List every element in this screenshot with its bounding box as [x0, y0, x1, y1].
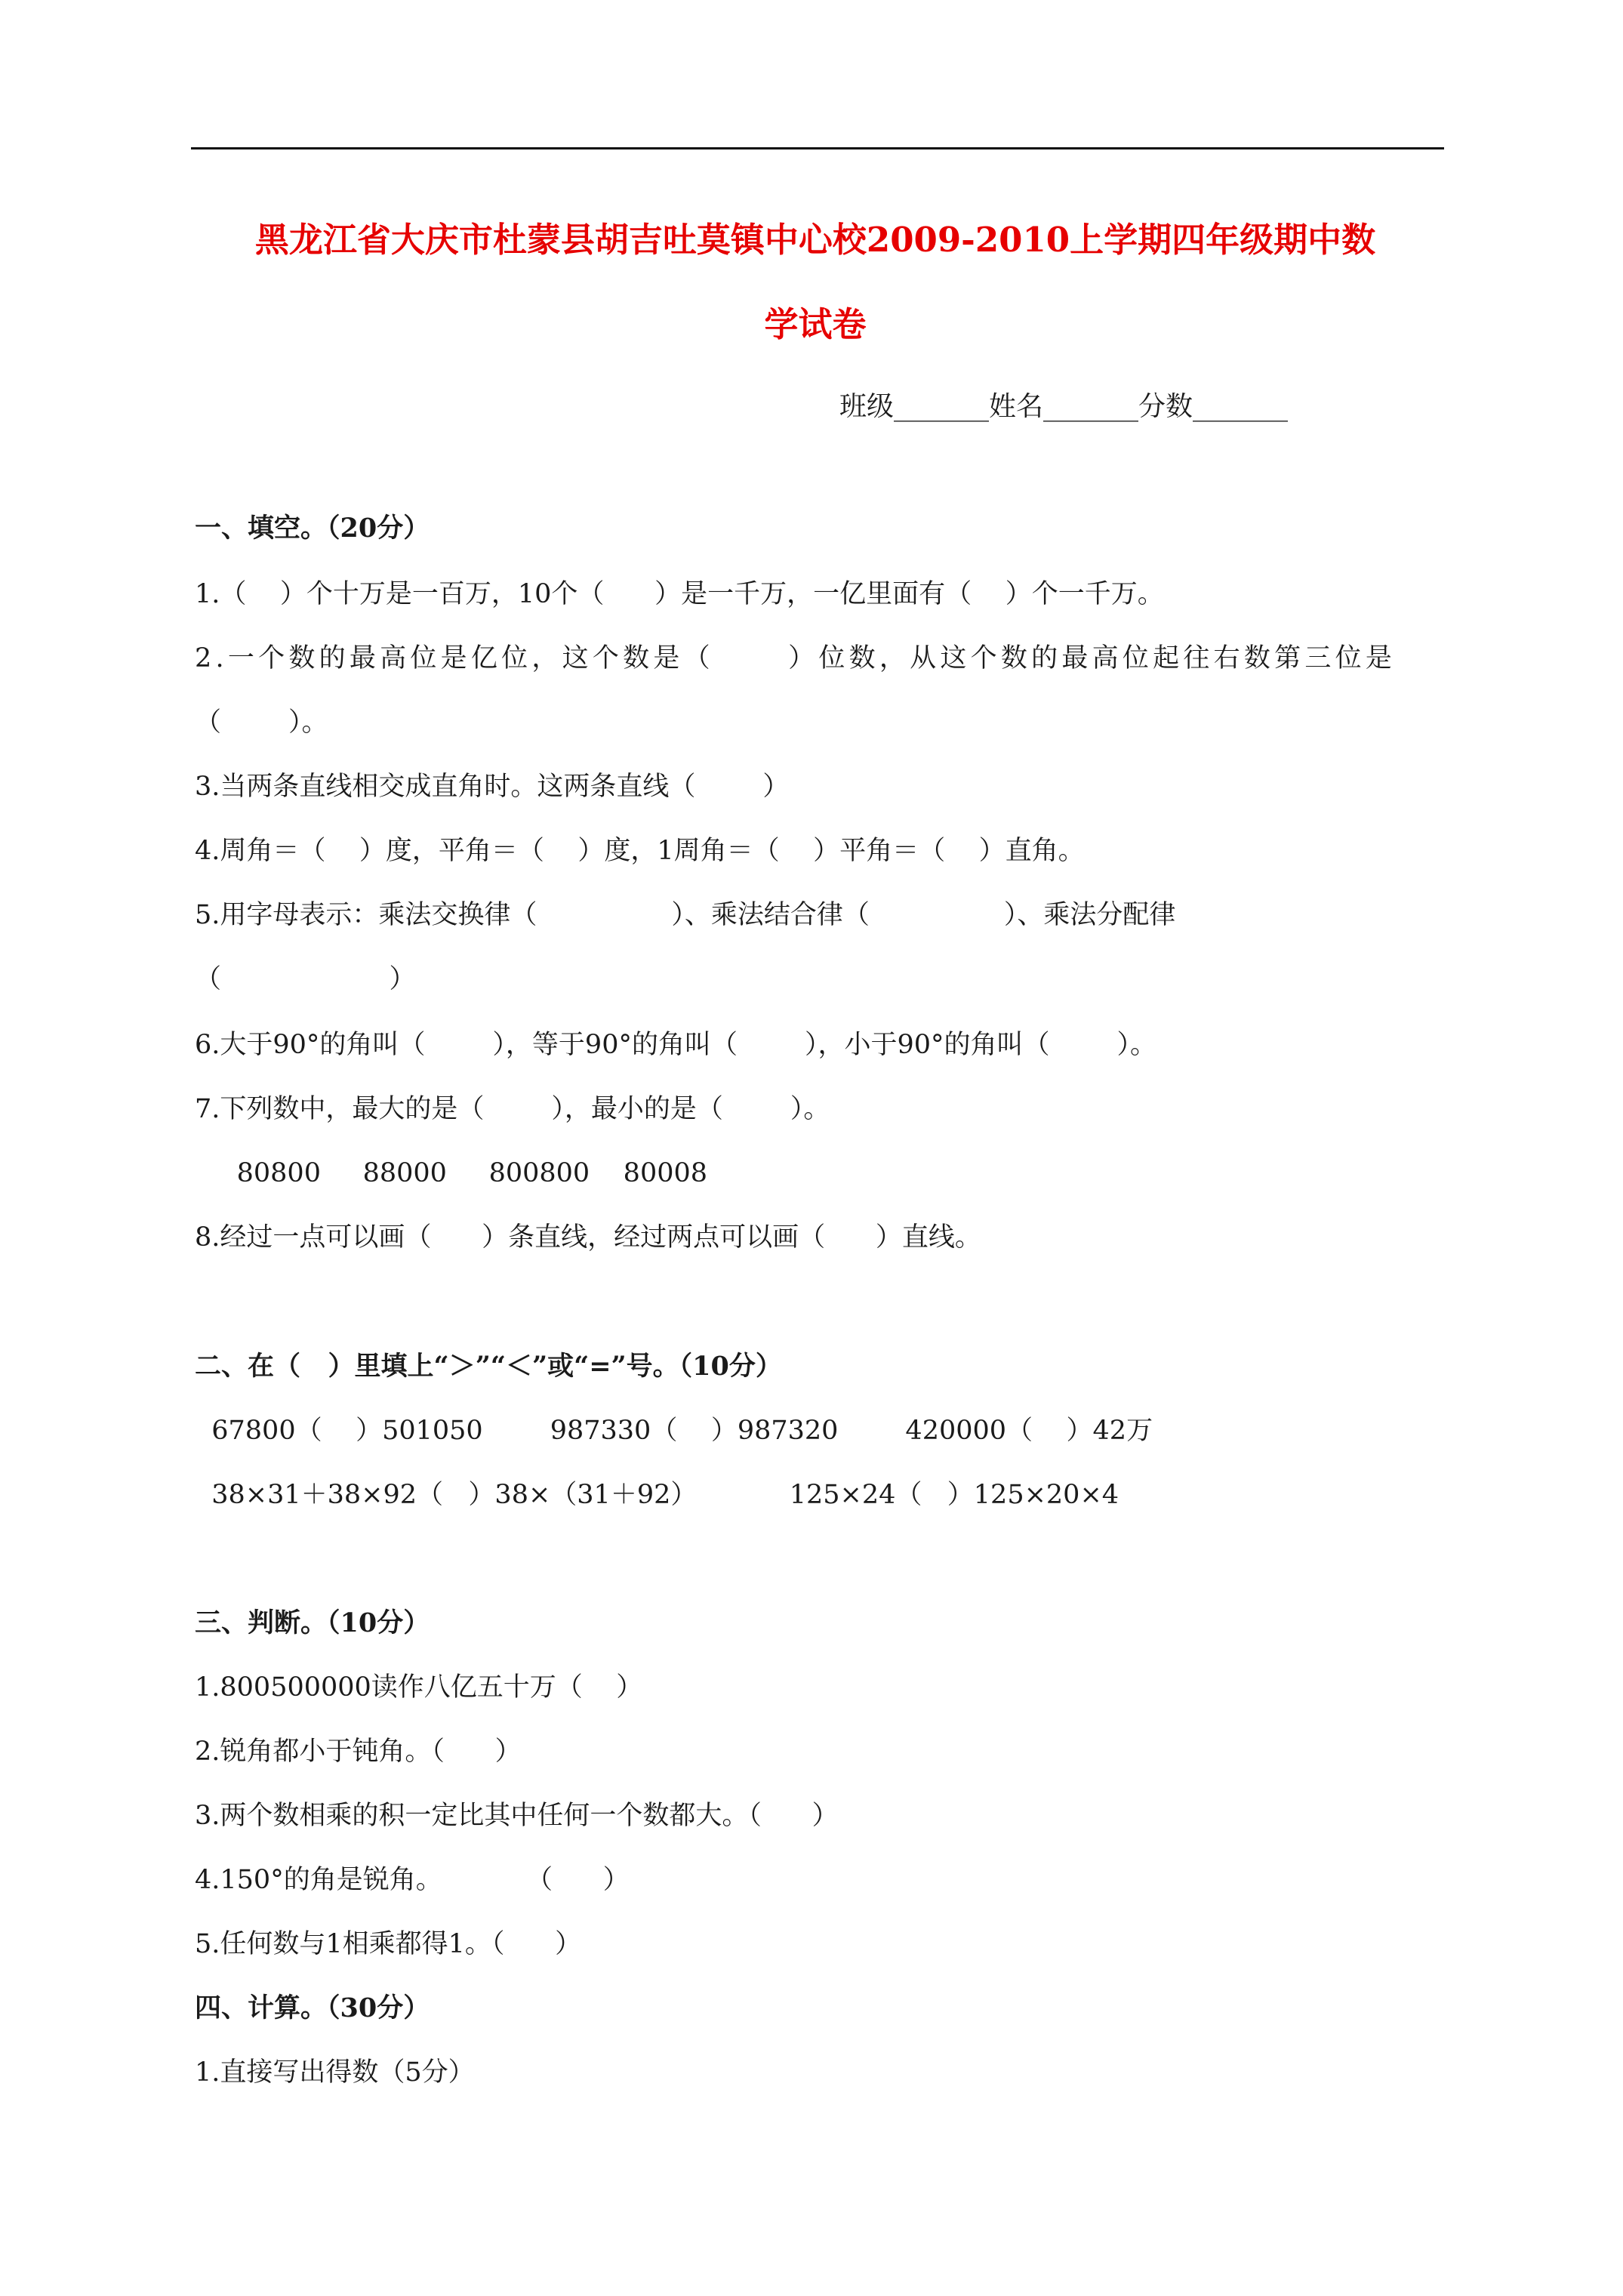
section-3-heading: 三、判断。（10分）: [195, 1607, 430, 1638]
section-1-item-7-numbers: 80800 88000 800800 80008: [195, 1158, 708, 1188]
section-3-item-5: 5.任何数与1相乘都得1。（ ）: [195, 1929, 582, 1959]
section-2-row-1: 67800（ ）501050 987330（ ）987320 420000（ ）42万: [195, 1416, 1153, 1446]
section-1-item-3: 3.当两条直线相交成直角时。这两条直线（ ）: [195, 772, 790, 802]
document-title-line-1: 黑龙江省大庆市杜蒙县胡吉吐莫镇中心校2009-2010上学期四年级期中数: [254, 220, 1376, 260]
section-3-item-1: 1.800500000读作八亿五十万（ ）: [195, 1672, 643, 1703]
section-1-item-8: 8.经过一点可以画（ ）条直线，经过两点可以画（ ）直线。: [195, 1222, 981, 1253]
section-3-item-2: 2.锐角都小于钝角。（ ）: [195, 1737, 522, 1767]
header-rule: [191, 147, 1444, 149]
section-4-heading: 四、计算。（30分）: [195, 1992, 430, 2023]
section-3-item-3: 3.两个数相乘的积一定比其中任何一个数都大。（ ）: [195, 1801, 839, 1831]
section-3-item-4: 4.150°的角是锐角。 （ ）: [195, 1865, 630, 1895]
section-1-item-2: 2.一个数的最高位是亿位，这个数是（ ）位数，从这个数的最高位起往右数第三位是: [195, 643, 1397, 673]
section-1-item-4: 4.周角＝（ ）度，平角＝（ ）度，1周角＝（ ）平角＝（ ）直角。: [195, 836, 1085, 866]
section-1-item-1: 1.（ ）个十万是一百万，10个（ ）是一千万，一亿里面有（ ）个一千万。: [195, 579, 1164, 609]
section-1-item-5-cont: （ ）: [195, 964, 416, 994]
section-1-item-6: 6.大于90°的角叫（ ），等于90°的角叫（ ），小于90°的角叫（ ）。: [195, 1030, 1157, 1060]
section-4-item-1: 1.直接写出得数（5分）: [195, 2057, 475, 2088]
section-1-item-5: 5.用字母表示：乘法交换律（ ）、乘法结合律（ ）、乘法分配律: [195, 900, 1176, 930]
section-2-row-2: 38×31＋38×92（ ）38×（31＋92） 125×24（ ）125×20×4: [195, 1480, 1119, 1510]
document-title-line-2: 学试卷: [764, 304, 867, 344]
section-1-heading: 一、填空。（20分）: [195, 513, 430, 544]
section-1-item-2-cont: （ ）。: [195, 707, 328, 738]
section-1-item-7: 7.下列数中，最大的是（ ），最小的是（ ）。: [195, 1094, 830, 1124]
student-info-line: 班级_______姓名_______分数_______: [839, 391, 1289, 422]
section-2-heading: 二、在（ ）里填上“＞”“＜”或“=”号。（10分）: [195, 1351, 782, 1382]
